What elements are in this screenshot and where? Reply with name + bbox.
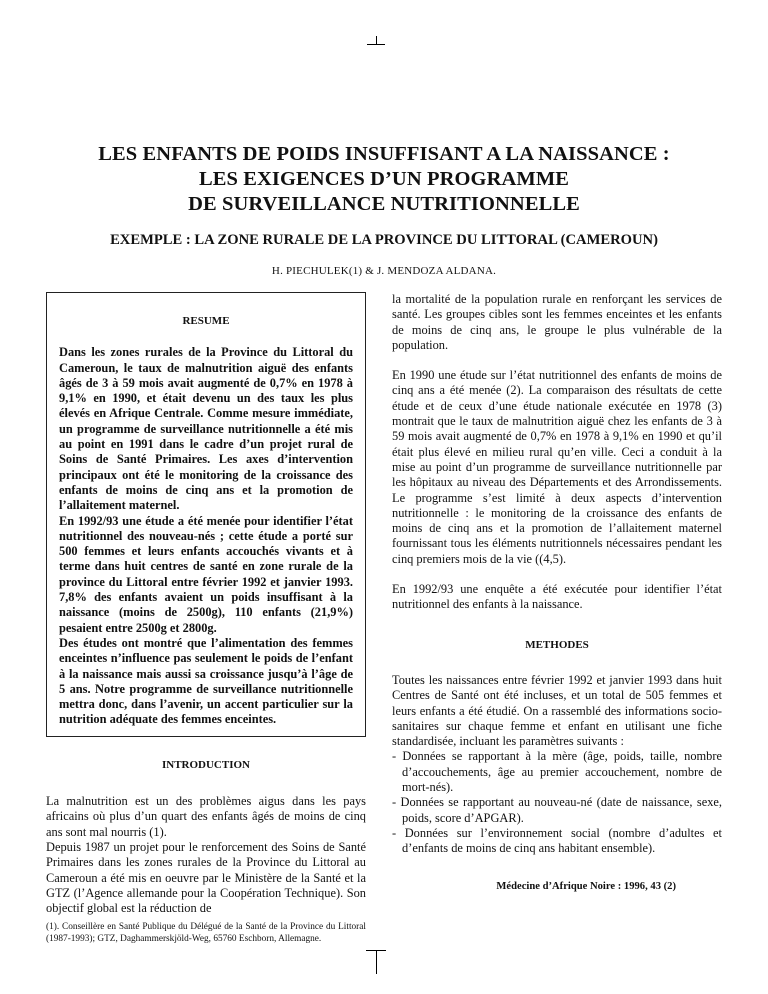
body-paragraph: la mortalité de la population rurale en renforçant les services de santé. Les groupes cibles sont les femmes enceintes et les enfants de moins de cinq ans, le groupe le plus vulnérable de la population. [392,292,722,352]
resume-paragraph: En 1992/93 une étude a été menée pour identifier l’état nutritionnel des nouveau-nés ; cette étude a porté sur 500 femmes et leurs enfants accouchés vivants et à terme dans huit centres de santé en zone rurale de la province du Littoral entre février 1992 et janvier 1993. 7,8% des enfants avaient un poids insuffisant à la naissance (moins de 2500g), 110 enfants (21,9%) pesaient entre 2500g et 2800g. [59,513,353,635]
body-paragraph: En 1992/93 une enquête a été exécutée pour identifier l’état nutritionnel des enfants à la naissance. [392,582,722,612]
title-line: LES ENFANTS DE POIDS INSUFFISANT A LA NAISSANCE : [98,143,670,165]
resume-paragraph: Des études ont montré que l’alimentation des femmes enceintes n’influence pas seulement le poids de l’enfant à la naissance mais aussi sa croissance jusqu’à l’âge de 5 ans. Notre programme de surveillance nutritionnelle mettra donc, dans l’avenir, un accent particulier sur la nutrition adéquate des femmes enceintes. [59,635,353,727]
footnote: (1). Conseillère en Santé Publique du Délégué de la Santé de la Province du Littoral (1987-1993); GTZ, Daghammerskjöld-Weg, 65760 Eschborn, Allemagne. [46,922,366,944]
introduction-heading: INTRODUCTION [161,758,250,771]
crop-mark-bottom-vertical [376,950,377,974]
list-item: - Données se rapportant au nouveau-né (date de naissance, sexe, poids, score d’APGAR). [392,795,722,825]
title-line: LES EXIGENCES D’UN PROGRAMME [198,168,570,190]
journal-reference: Médecine d’Afrique Noire : 1996, 43 (2) [496,881,676,892]
resume-paragraph: Dans les zones rurales de la Province du Littoral du Cameroun, le taux de malnutrition aiguë des enfants âgés de 3 à 59 mois avait augmenté de 0,7% en 1978 à 9,1% en 1990, et était devenu un des taux les plus élevés en Afrique Centrale. Comme mesure immédiate, un programme de surveillance nutritionnelle a été mis au point en 1991 dans le cadre d’un projet rural de Soins de Santé Primaires. Les axes d’intervention principaux ont été le monitoring de la croissance des enfants de moins de cinq ans et la promotion de l’allaitement maternel. [59,345,353,513]
introduction-paragraph: Depuis 1987 un projet pour le renforcement des Soins de Santé Primaires dans les zones rurales de la Province du Littoral au Cameroun a été mis en oeuvre par le Ministère de la Santé et la GTZ (l’Agence allemande pour la Coopération Technique). Son objectif global est la réduction de [46,839,366,916]
authors: H. PIECHULEK(1) & J. MENDOZA ALDANA. [271,265,497,277]
left-column [46,292,366,945]
article-subtitle: EXEMPLE : LA ZONE RURALE DE LA PROVINCE DU LITTORAL (CAMEROUN) [110,232,658,248]
methodes-list [392,749,722,856]
resume-heading: RESUME [182,315,230,327]
methodes-paragraph: Toutes les naissances entre février 1992 et janvier 1993 dans huit Centres de Santé ont été incluses, et un total de 505 femmes et leurs enfants a été étudié. On a rassemblé des informations socio-sanitaires sur chaque femme et enfant en utilisant une fiche standardisée, incluant les paramètres suivants : [392,672,722,749]
list-item: - Données se rapportant à la mère (âge, poids, taille, nombre d’accouchements, âge au premier accouchement, nombre de mort-nés). [392,749,722,795]
methodes-heading: METHODES [525,638,589,651]
body-paragraph: En 1990 une étude sur l’état nutritionnel des enfants de moins de cinq ans a été menée (2). La comparaison des résultats de cette étude et de ceux d’une étude nationale exécutée en 1978 (3) montrait que le taux de malnutrition aiguë chez les enfants de 3 à 59 mois avait augmenté de 0,7% en 1978 à 9,1% en 1990 et qu’il était plus élevé en milieu rural qu’en ville. Ceci a conduit à la mise au point d’un programme de surveillance nutritionnelle par les hôpitaux au niveau des Départements et des Arrondissements. Le programme s’est limité à deux aspects d’intervention nutritionnelle : le monitoring de la croissance des enfants de moins de cinq ans et la promotion de l’allaitement maternel fournissant tous les éléments nutritionnels nécessaires pendant les cinq premiers mois de la vie ((4,5). [392,368,722,566]
list-item: - Données sur l’environnement social (nombre d’adultes et d’enfants de moins de cinq ans habitant ensemble). [392,825,722,856]
resume-box [46,292,366,737]
right-column [392,292,722,857]
title-line: DE SURVEILLANCE NUTRITIONNELLE [188,193,580,215]
introduction-paragraph: La malnutrition est un des problèmes aigus dans les pays africains où plus d’un quart des enfants âgés de moins de cinq ans sont mal nourris (1). [46,794,366,839]
article-title [40,142,728,217]
crop-mark-top-vertical [376,36,377,45]
